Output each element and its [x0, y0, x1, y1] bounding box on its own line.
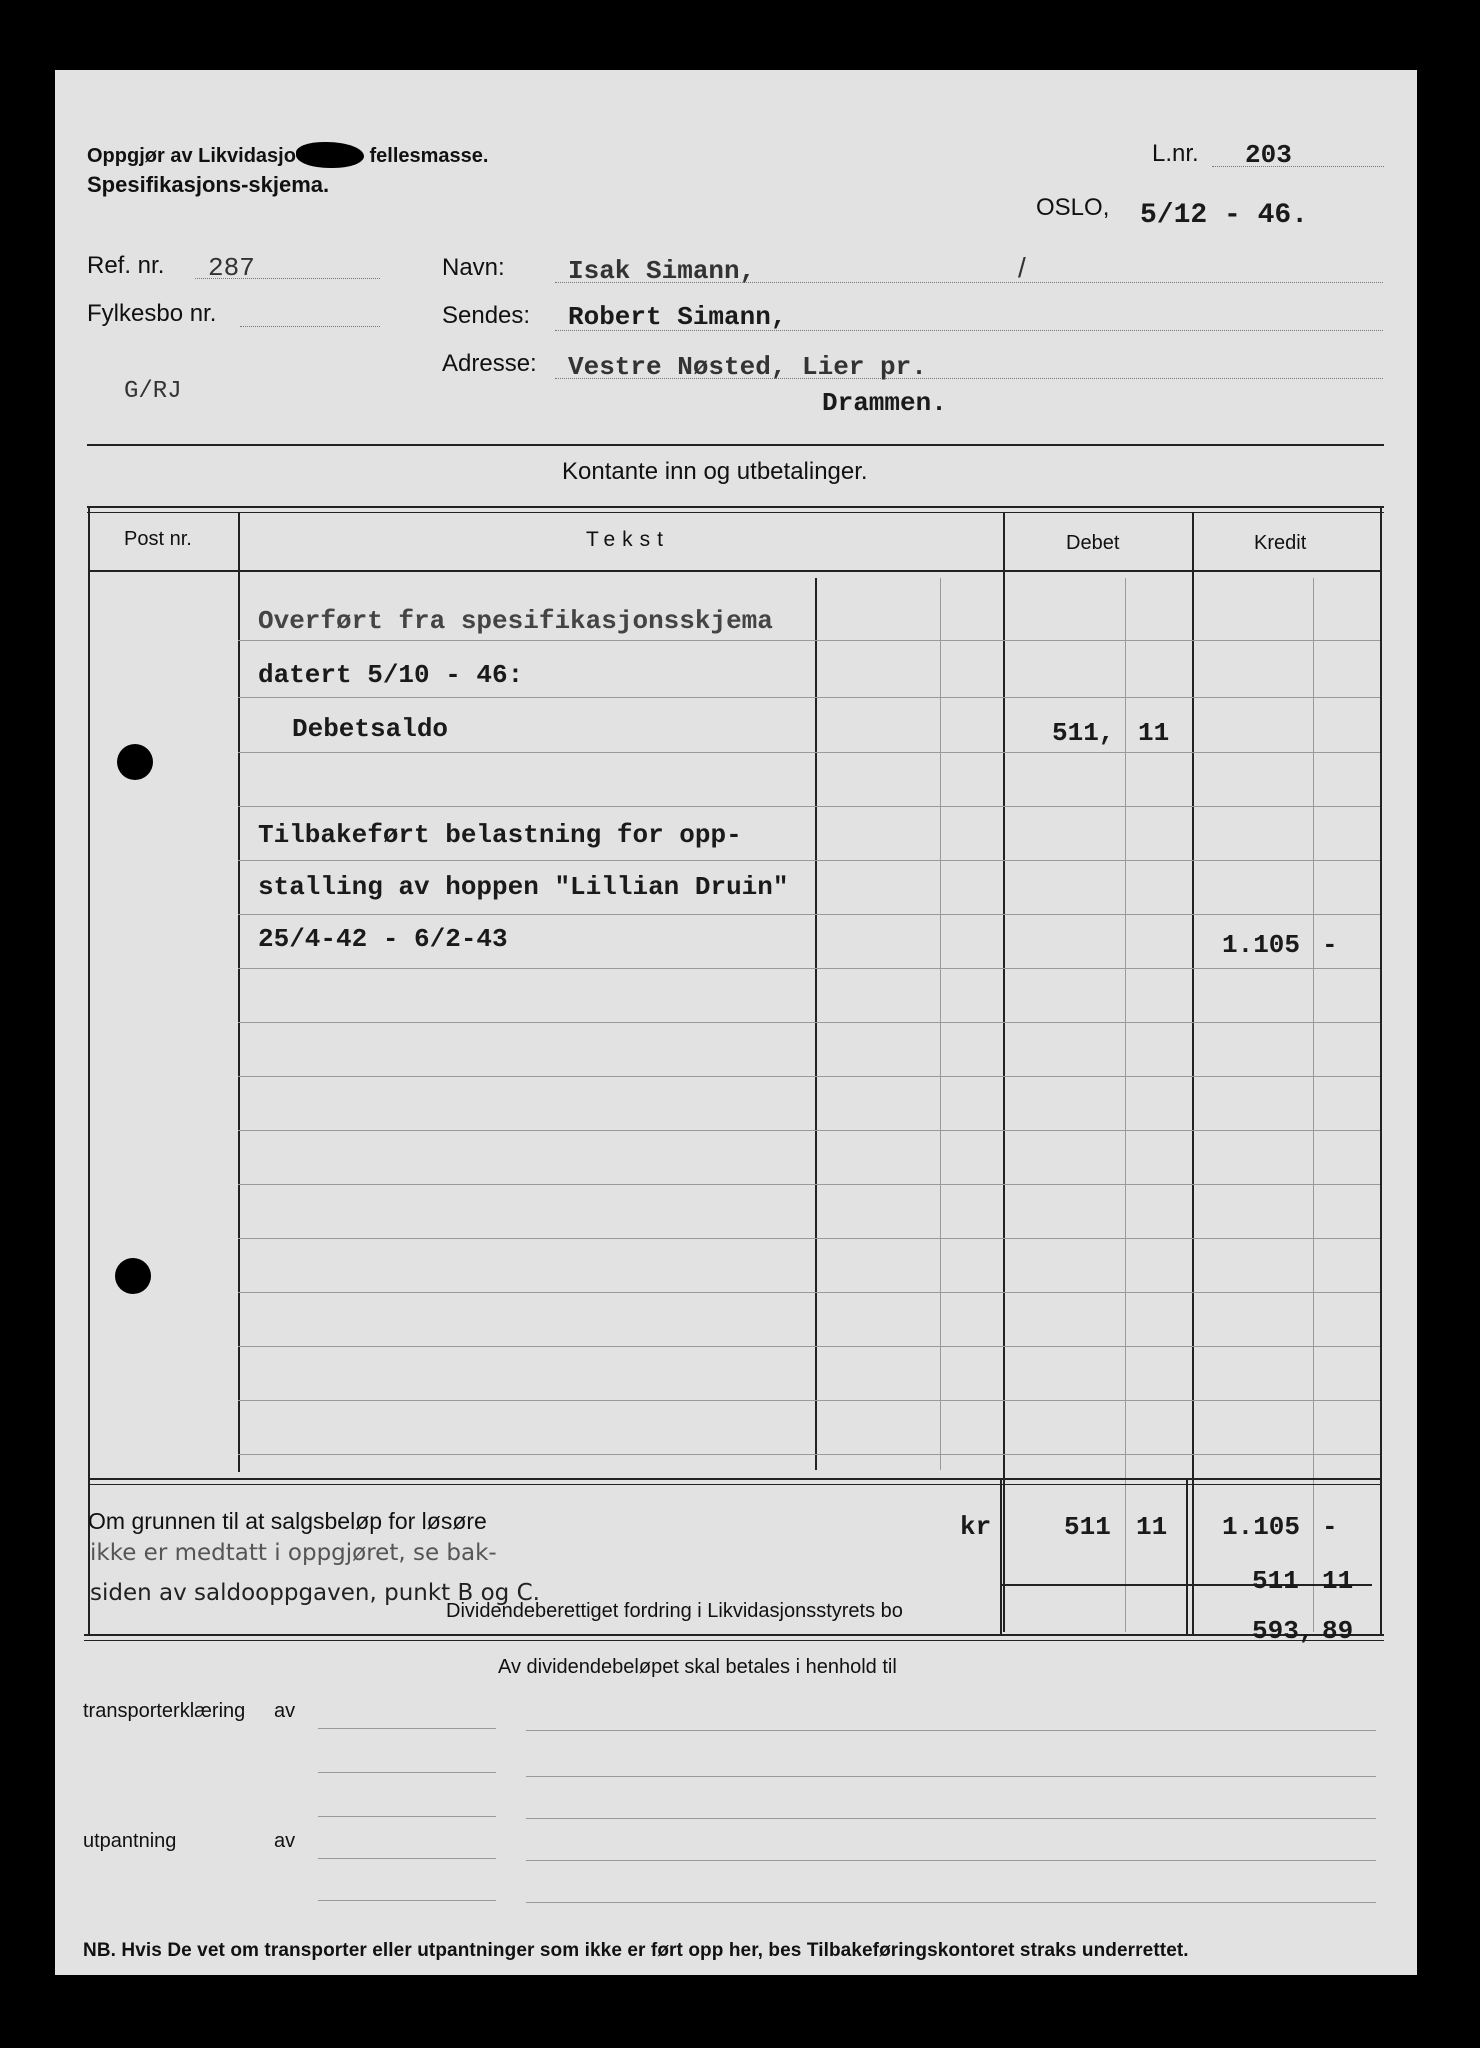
form-title-line1: Oppgjør av Likvidasjo fellesmasse. [87, 136, 488, 168]
table-right-border [1380, 506, 1382, 1634]
lnr-label: L.nr. [1152, 140, 1199, 167]
entry-text: Tilbakeført belastning for opp- [258, 820, 742, 850]
transport-line [318, 1816, 496, 1817]
table-bottom-rule [84, 1634, 1384, 1636]
row-line [238, 968, 1380, 969]
sendes-label: Sendes: [442, 302, 531, 329]
kredit-ore-line [1313, 578, 1314, 1632]
row-line [238, 1292, 1380, 1293]
minus-debet-kr: 511 [1252, 1566, 1299, 1596]
row-line [238, 914, 1380, 915]
total-kredit-ore: - [1322, 1512, 1338, 1542]
dividend-label: Dividendeberettiget fordring i Likvidasjonsstyrets bo [446, 1600, 903, 1622]
footer-note: NB. Hvis De vet om transporter eller utpantninger som ikke er ført opp her, bes Tilbakeføringskontoret straks underrettet. [83, 1940, 1189, 1961]
navn-slash: / [1018, 252, 1026, 283]
navn-value: Isak Simann, [568, 256, 756, 286]
payment-intro: Av dividendebeløpet skal betales i henhold til [498, 1656, 897, 1678]
table-top-rule-2 [87, 512, 1384, 513]
lnr-dots [1212, 166, 1384, 167]
row-line [238, 860, 1380, 861]
punch-hole [117, 744, 153, 780]
fylkesbo-dots [240, 326, 380, 327]
note-line1: Om grunnen til at salgsbeløp for løsøre [88, 1508, 487, 1534]
utpant-line [318, 1900, 496, 1901]
minus-debet-ore: 11 [1322, 1566, 1354, 1596]
total-debet-ore: 11 [1136, 1512, 1168, 1542]
section-title: Kontante inn og utbetalinger. [562, 458, 868, 485]
sendes-value: Robert Simann, [568, 302, 787, 332]
totals-kredit-divider [1186, 1478, 1188, 1634]
row-line [238, 752, 1380, 753]
transport-label: transporterklæring [83, 1700, 246, 1722]
transport-line [318, 1772, 496, 1773]
note-line2: ikke er medtatt i oppgjøret, se bak- [90, 1540, 497, 1566]
row-line [238, 1238, 1380, 1239]
form-title-line2: Spesifikasjons-skjema. [87, 172, 330, 197]
col-kredit: Kredit [1254, 532, 1307, 554]
entry-text: datert 5/10 - 46: [258, 660, 524, 690]
entry-text: stalling av hoppen "Lillian Druin" [258, 872, 789, 902]
row-line [238, 1076, 1380, 1077]
total-debet-kr: 511 [1064, 1512, 1111, 1542]
transport-line [318, 1728, 496, 1729]
col-tekst: Tekst [586, 528, 671, 551]
debet-divider [1192, 512, 1194, 1634]
utpant-av: av [274, 1830, 296, 1852]
row-line [238, 1346, 1380, 1347]
entry-debet-kr: 511, [1052, 718, 1115, 748]
result-ore: 89 [1322, 1616, 1354, 1646]
punch-hole [115, 1258, 151, 1294]
column-header-rule [88, 570, 1382, 572]
adresse-line1: Vestre Nøsted, Lier pr. [568, 352, 927, 382]
tekst-sub-line-1 [940, 578, 941, 1470]
clerk-initials: G/RJ [124, 378, 182, 405]
adresse-line2: Drammen. [822, 388, 947, 418]
utpant-line [318, 1858, 496, 1859]
transport-line [526, 1776, 1376, 1777]
postnr-divider [238, 512, 240, 1472]
entry-text: 25/4-42 - 6/2-43 [258, 924, 508, 954]
utpant-line [526, 1860, 1376, 1861]
entry-text: Debetsaldo [292, 714, 449, 744]
entry-text: Overført fra spesifikasjonsskjema [258, 606, 773, 636]
place-label: OSLO, [1036, 194, 1110, 221]
utpant-line [526, 1902, 1376, 1903]
totals-debet-divider [1000, 1478, 1002, 1634]
utpant-label: utpantning [83, 1830, 177, 1852]
fylkesbo-label: Fylkesbo nr. [87, 300, 217, 327]
lnr-value: 203 [1245, 140, 1292, 170]
transport-line [526, 1818, 1376, 1819]
row-line [238, 1130, 1380, 1131]
entry-kredit-ore: - [1322, 930, 1338, 960]
row-line [238, 1184, 1380, 1185]
transport-av: av [274, 1700, 296, 1722]
entry-kredit-kr: 1.105 [1222, 930, 1301, 960]
note-line3: siden av saldooppgaven, punkt B og C. [90, 1580, 540, 1606]
result-kr: 593, [1252, 1616, 1315, 1646]
row-line [238, 1400, 1380, 1401]
table-top-rule [87, 506, 1384, 508]
transport-line [526, 1730, 1376, 1731]
table-bottom-rule-2 [84, 1640, 1384, 1641]
entry-debet-ore: 11 [1138, 718, 1170, 748]
row-line [238, 640, 1380, 641]
row-line [238, 1022, 1380, 1023]
total-kredit-kr: 1.105 [1222, 1512, 1301, 1542]
ref-value: 287 [208, 253, 255, 283]
kr-label: kr [960, 1512, 992, 1542]
row-line [238, 697, 1380, 698]
row-line [238, 1454, 1380, 1455]
navn-label: Navn: [442, 254, 505, 281]
document-date: 5/12 - 46. [1140, 200, 1309, 231]
ref-label: Ref. nr. [87, 252, 165, 279]
table-left-border [88, 506, 90, 1634]
tekst-inner-line [815, 578, 817, 1470]
subtotal-rule [1000, 1584, 1372, 1586]
row-line [238, 806, 1380, 807]
header-rule [87, 444, 1384, 446]
adresse-label: Adresse: [442, 350, 537, 377]
tekst-divider [1003, 512, 1005, 1632]
ink-blot [296, 142, 364, 168]
col-debet: Debet [1066, 532, 1120, 554]
col-postnr: Post nr. [124, 528, 192, 550]
debet-ore-line [1125, 578, 1126, 1632]
